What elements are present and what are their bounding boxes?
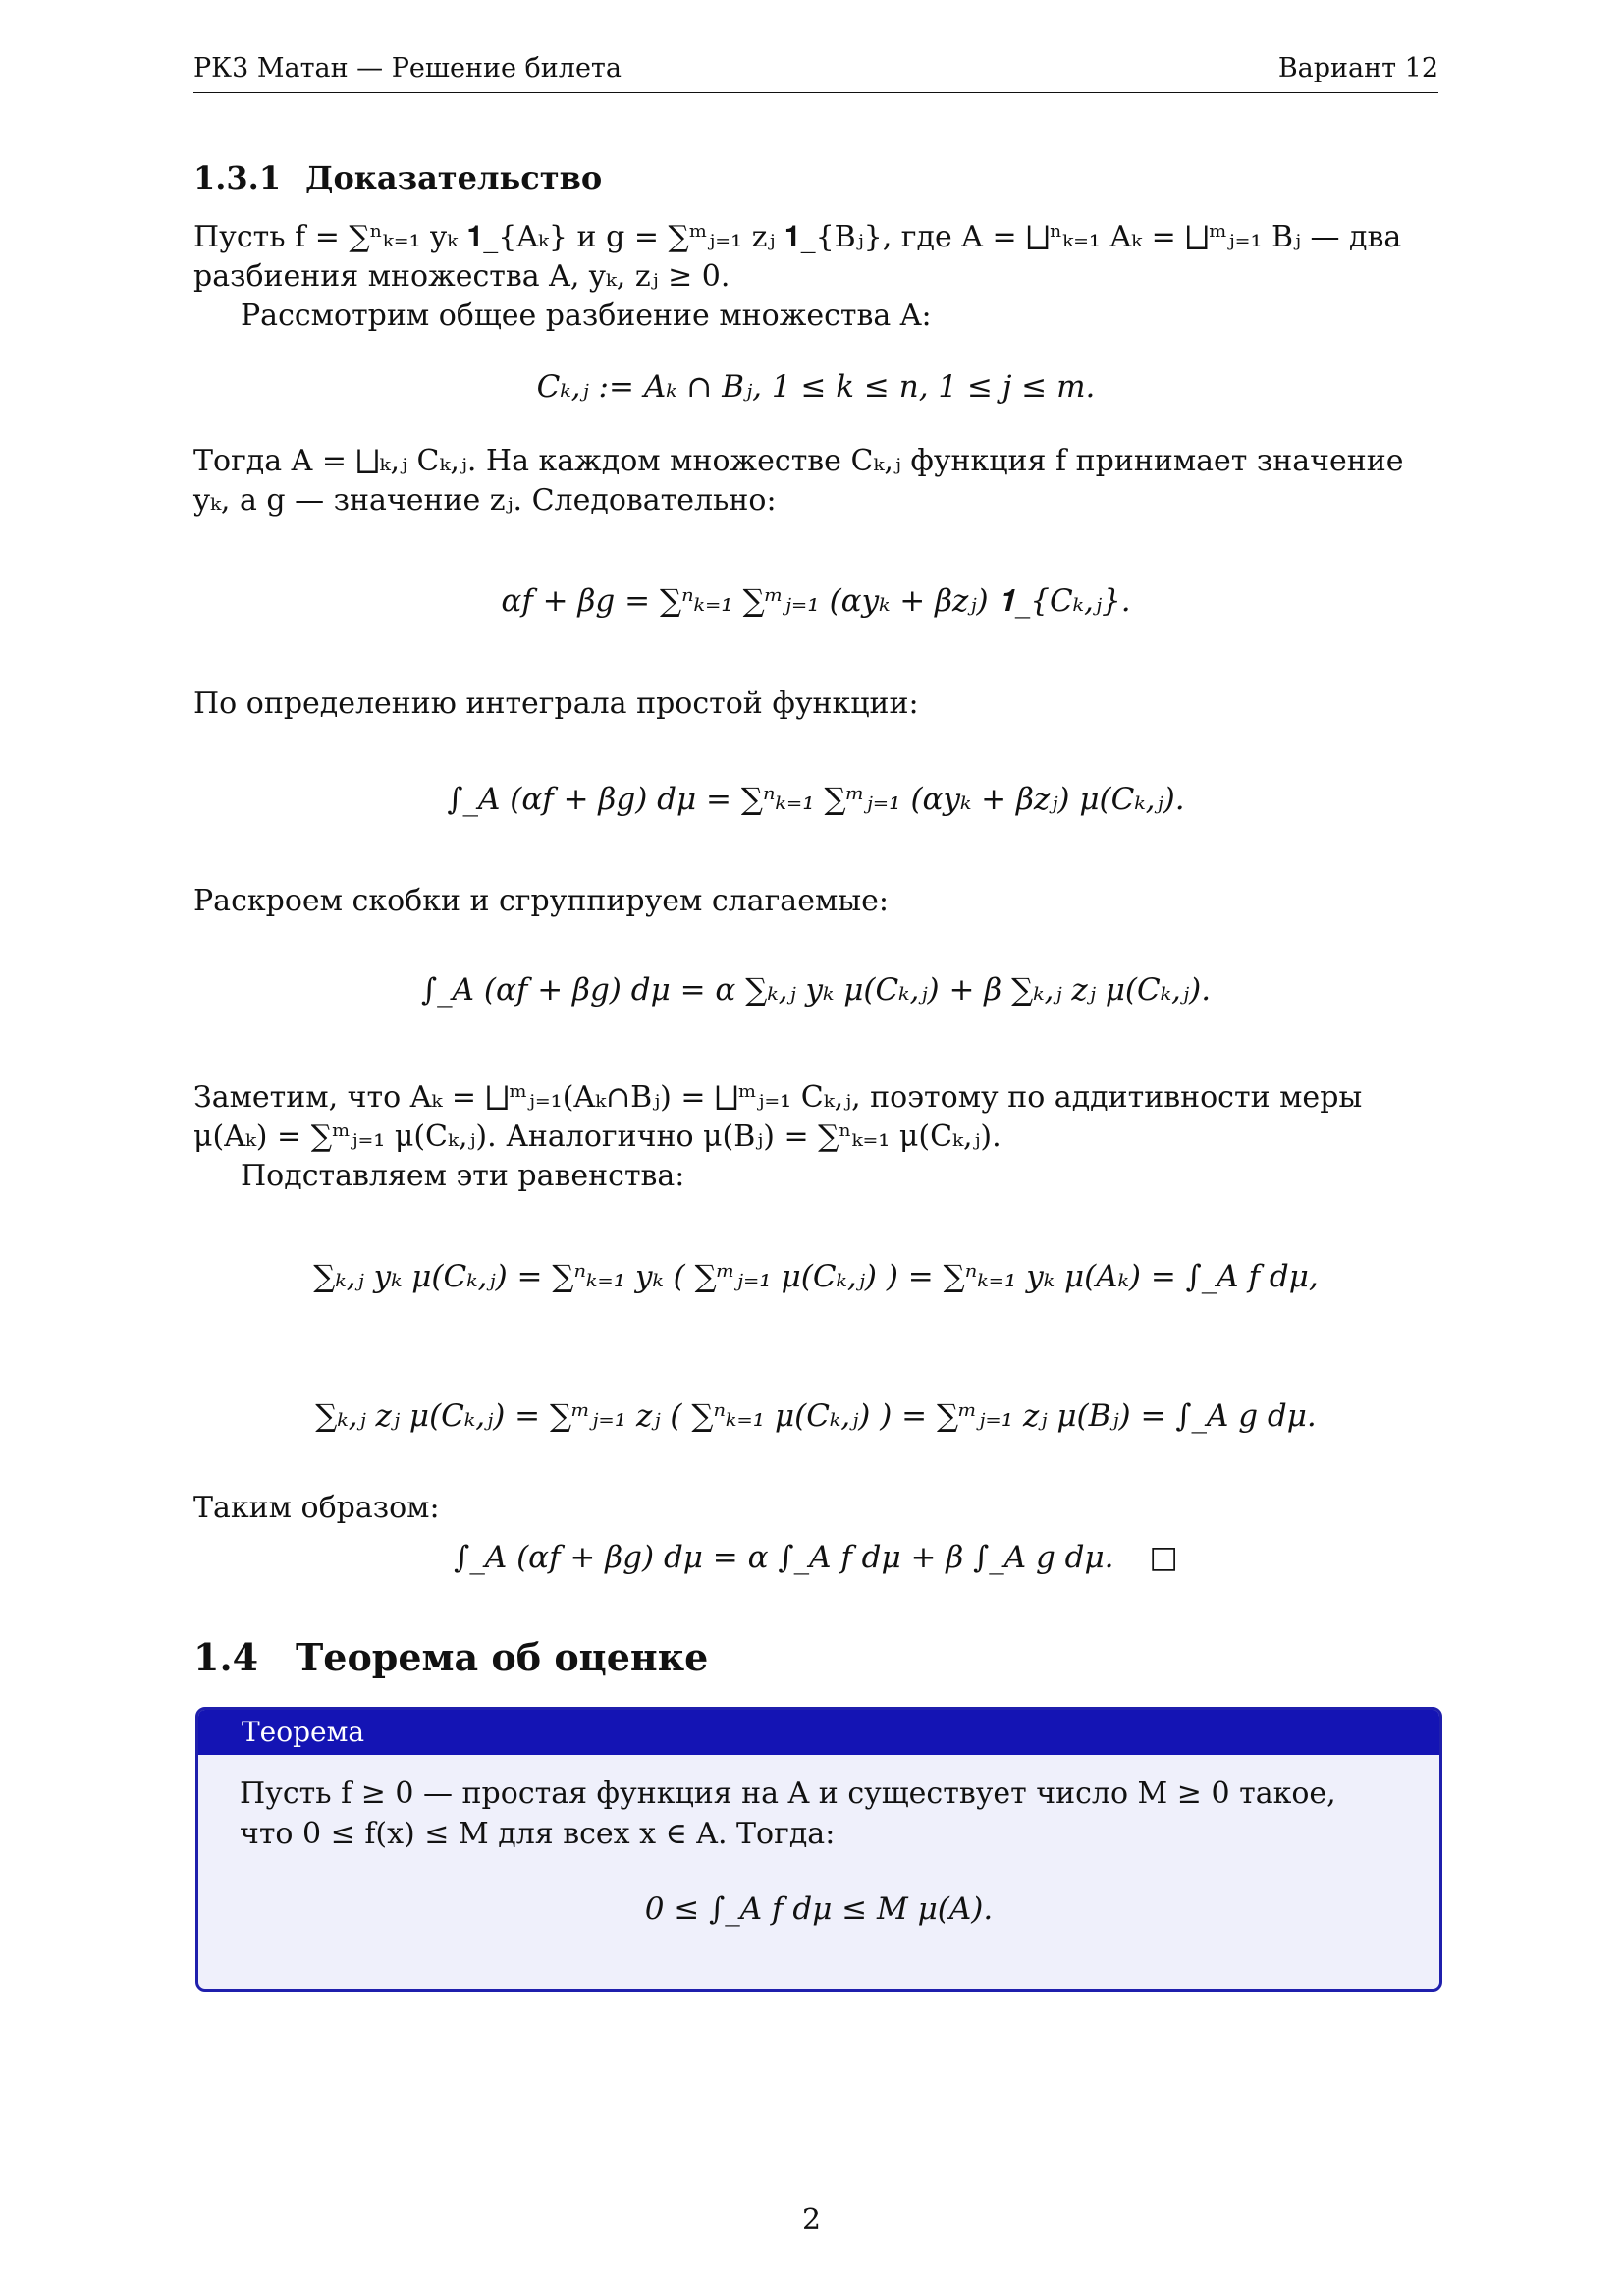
subsection-title: Доказательство <box>305 159 603 196</box>
proof-paragraph-1: Пусть f = ∑ⁿₖ₌₁ yₖ 𝟏_{Aₖ} и g = ∑ᵐⱼ₌₁ zⱼ 𝟏_{Bⱼ}, где A = ⨆ⁿₖ₌₁ Aₖ = ⨆ᵐⱼ₌₁ Bⱼ — два разбиения множества A, yₖ, zⱼ ≥ 0. <box>193 220 1402 294</box>
qed-symbol: □ <box>1149 1540 1178 1575</box>
proof-paragraph-5: Раскроем скобки и сгруппируем слагаемые: <box>193 884 890 918</box>
subsection-number: 1.3.1 <box>193 159 282 196</box>
proof-paragraph-8: Таким образом: <box>193 1491 440 1525</box>
equation-integral-definition: ∫_A (αf + βg) dμ = ∑ⁿₖ₌₁ ∑ᵐⱼ₌₁ (αyₖ + βzⱼ) μ(Cₖ,ⱼ). <box>447 782 1185 817</box>
equation-linearity-text: ∫_A (αf + βg) dμ = α ∫_A f dμ + β ∫_A g dμ. <box>454 1540 1114 1575</box>
page-number: 2 <box>801 2203 822 2237</box>
equation-linearity-result <box>193 1540 1438 1575</box>
header-title: РК3 Матан — Решение билета <box>193 53 622 83</box>
section-number: 1.4 <box>193 1635 259 1679</box>
subsection-heading <box>193 159 602 196</box>
theorem-formula: 0 ≤ ∫_A f dμ ≤ M μ(A). <box>644 1891 994 1927</box>
theorem-statement: Пусть f ≥ 0 — простая функция на A и существует число M ≥ 0 такое, что 0 ≤ f(x) ≤ M для всех x ∈ A. Тогда: <box>240 1777 1336 1851</box>
section-title: Теорема об оценке <box>296 1635 709 1679</box>
equation-linear-combination: αf + βg = ∑ⁿₖ₌₁ ∑ᵐⱼ₌₁ (αyₖ + βzⱼ) 𝟏_{Cₖ,ⱼ}. <box>501 583 1131 619</box>
theorem-box <box>195 1707 1442 1992</box>
proof-paragraph-7: Подставляем эти равенства: <box>241 1159 685 1193</box>
proof-paragraph-2: Рассмотрим общее разбиение множества A: <box>241 299 932 333</box>
theorem-label: Теорема <box>198 1710 1439 1755</box>
proof-paragraph-4: По определению интеграла простой функции: <box>193 686 919 721</box>
equation-substitution-g: ∑ₖ,ⱼ zⱼ μ(Cₖ,ⱼ) = ∑ᵐⱼ₌₁ zⱼ ( ∑ⁿₖ₌₁ μ(Cₖ,ⱼ) ) = ∑ᵐⱼ₌₁ zⱼ μ(Bⱼ) = ∫_A g dμ. <box>315 1398 1317 1434</box>
proof-paragraph-6: Заметим, что Aₖ = ⨆ᵐⱼ₌₁(Aₖ∩Bⱼ) = ⨆ᵐⱼ₌₁ Cₖ,ⱼ, поэтому по аддитивности меры μ(Aₖ) = ∑ᵐⱼ₌₁ μ(Cₖ,ⱼ). Аналогично μ(Bⱼ) = ∑ⁿₖ₌₁ μ(Cₖ,ⱼ). <box>193 1080 1363 1154</box>
header-variant: Вариант 12 <box>1277 53 1438 83</box>
running-header <box>193 53 1438 93</box>
equation-substitution-f: ∑ₖ,ⱼ yₖ μ(Cₖ,ⱼ) = ∑ⁿₖ₌₁ yₖ ( ∑ᵐⱼ₌₁ μ(Cₖ,ⱼ) ) = ∑ⁿₖ₌₁ yₖ μ(Aₖ) = ∫_A f dμ, <box>313 1259 1319 1294</box>
proof-paragraph-3: Тогда A = ⨆ₖ,ⱼ Cₖ,ⱼ. На каждом множестве Cₖ,ⱼ функция f принимает значение yₖ, а g — значение zⱼ. Следовательно: <box>193 444 1404 518</box>
equation-expanded: ∫_A (αf + βg) dμ = α ∑ₖ,ⱼ yₖ μ(Cₖ,ⱼ) + β ∑ₖ,ⱼ zⱼ μ(Cₖ,ⱼ). <box>420 972 1212 1008</box>
section-heading <box>193 1635 708 1679</box>
equation-partition: Cₖ,ⱼ := Aₖ ∩ Bⱼ, 1 ≤ k ≤ n, 1 ≤ j ≤ m. <box>536 369 1096 405</box>
